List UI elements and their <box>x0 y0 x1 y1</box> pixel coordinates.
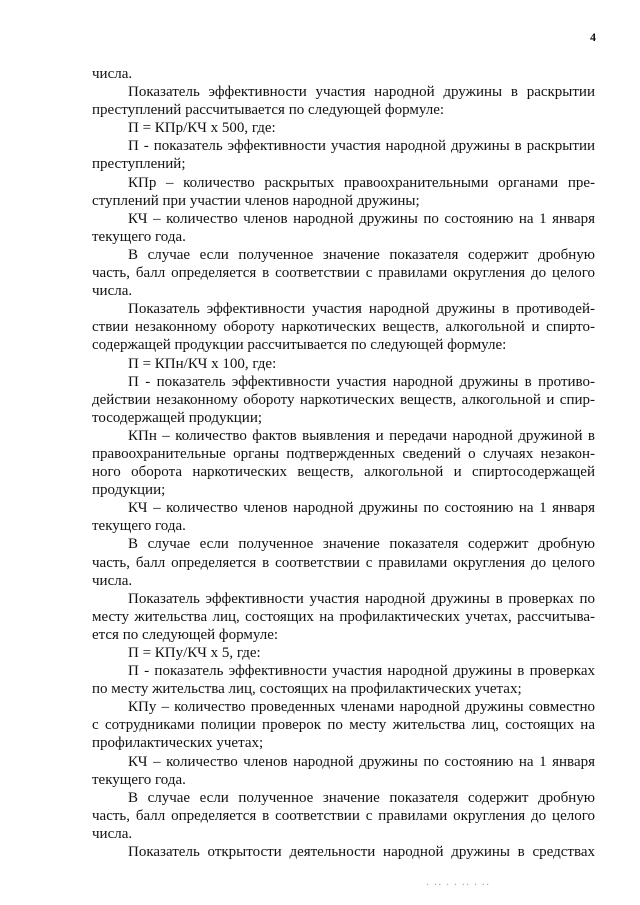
footer-scan-mark: · ·· · · ·· · ·· <box>426 880 491 891</box>
text-line: КПу – количество проведенных членами народной дружины совместно <box>128 699 595 716</box>
text-line: Показатель эффективности участия народной дружины в раскрытии <box>128 84 595 101</box>
text-line: П = КПн/КЧ х 100, где: <box>128 355 277 372</box>
text-line: месту жительства лиц, состоящих на профилактических учетах, рассчитыва- <box>92 608 595 625</box>
text-line: числа. <box>92 66 133 82</box>
text-line: КЧ – количество членов народной дружины по состоянию на 1 января <box>128 500 595 517</box>
text-line: ствии незаконному обороту наркотических веществ, алкогольной и спирто- <box>92 319 595 336</box>
text-line: часть, балл определяется в соответствии с правилами округления до целого <box>92 807 595 824</box>
text-line: КЧ – количество членов народной дружины по состоянию на 1 января <box>128 753 595 770</box>
text-line: Показатель открытости деятельности народной дружины в средствах <box>128 844 595 861</box>
text-line: В случае если полученное значение показателя содержит дробную <box>128 246 595 263</box>
text-line: КЧ – количество членов народной дружины по состоянию на 1 января <box>128 210 595 227</box>
text-line: П = КПр/КЧ х 500, где: <box>128 120 276 137</box>
text-line: числа. <box>92 283 133 300</box>
text-line: действии незаконному обороту наркотических веществ, алкогольной и спир- <box>92 391 595 408</box>
text-line: П - показатель эффективности участия народной дружины в раскрытии <box>128 138 595 155</box>
text-line: тосодержащей продукции; <box>92 409 263 426</box>
text-line: текущего года. <box>92 771 186 788</box>
text-line: Показатель эффективности участия народной дружины в противодей- <box>128 301 595 318</box>
text-line: ступлений при участии членов народной дружины; <box>92 192 420 209</box>
text-line: Показатель эффективности участия народной дружины в проверках по <box>128 590 595 607</box>
text-line: числа. <box>92 825 133 842</box>
text-line: правоохранительные органы подтвержденных сведений о случаях незакон- <box>92 445 595 462</box>
text-line: профилактических учетах; <box>92 735 264 752</box>
text-line: продукции; <box>92 482 166 499</box>
text-line: текущего года. <box>92 518 186 535</box>
text-line: П = КПу/КЧ х 5, где: <box>128 645 261 661</box>
text-line: часть, балл определяется в соответствии с правилами округления до целого <box>92 265 595 282</box>
text-line: преступлений; <box>92 156 186 173</box>
document-body <box>92 65 595 861</box>
text-line: КПр – количество раскрытых правоохранительными органами пре- <box>128 174 595 191</box>
page-number: 4 <box>590 30 596 44</box>
text-line: ется по следующей формуле: <box>92 626 279 643</box>
text-line: содержащей продукции рассчитывается по следующей формуле: <box>92 337 507 354</box>
text-line: КПн – количество фактов выявления и передачи народной дружиной в <box>128 427 595 444</box>
text-line: часть, балл определяется в соответствии с правилами округления до целого <box>92 554 595 571</box>
text-line: числа. <box>92 572 133 589</box>
text-line: В случае если полученное значение показателя содержит дробную <box>128 789 595 806</box>
text-line: по месту жительства лиц, состоящих на профилактических учетах; <box>92 681 522 698</box>
text-line: В случае если полученное значение показателя содержит дробную <box>128 536 595 553</box>
text-line: с сотрудниками полиции проверок по месту жительства лиц, состоящих на <box>92 717 595 734</box>
text-line: текущего года. <box>92 228 186 245</box>
text-line: преступлений рассчитывается по следующей формуле: <box>92 102 445 119</box>
text-line: ного оборота наркотических веществ, алкогольной и спиртосодержащей <box>92 464 595 481</box>
text-line: П - показатель эффективности участия народной дружины в проверках <box>128 663 595 680</box>
text-line: П - показатель эффективности участия народной дружины в противо- <box>128 373 595 390</box>
